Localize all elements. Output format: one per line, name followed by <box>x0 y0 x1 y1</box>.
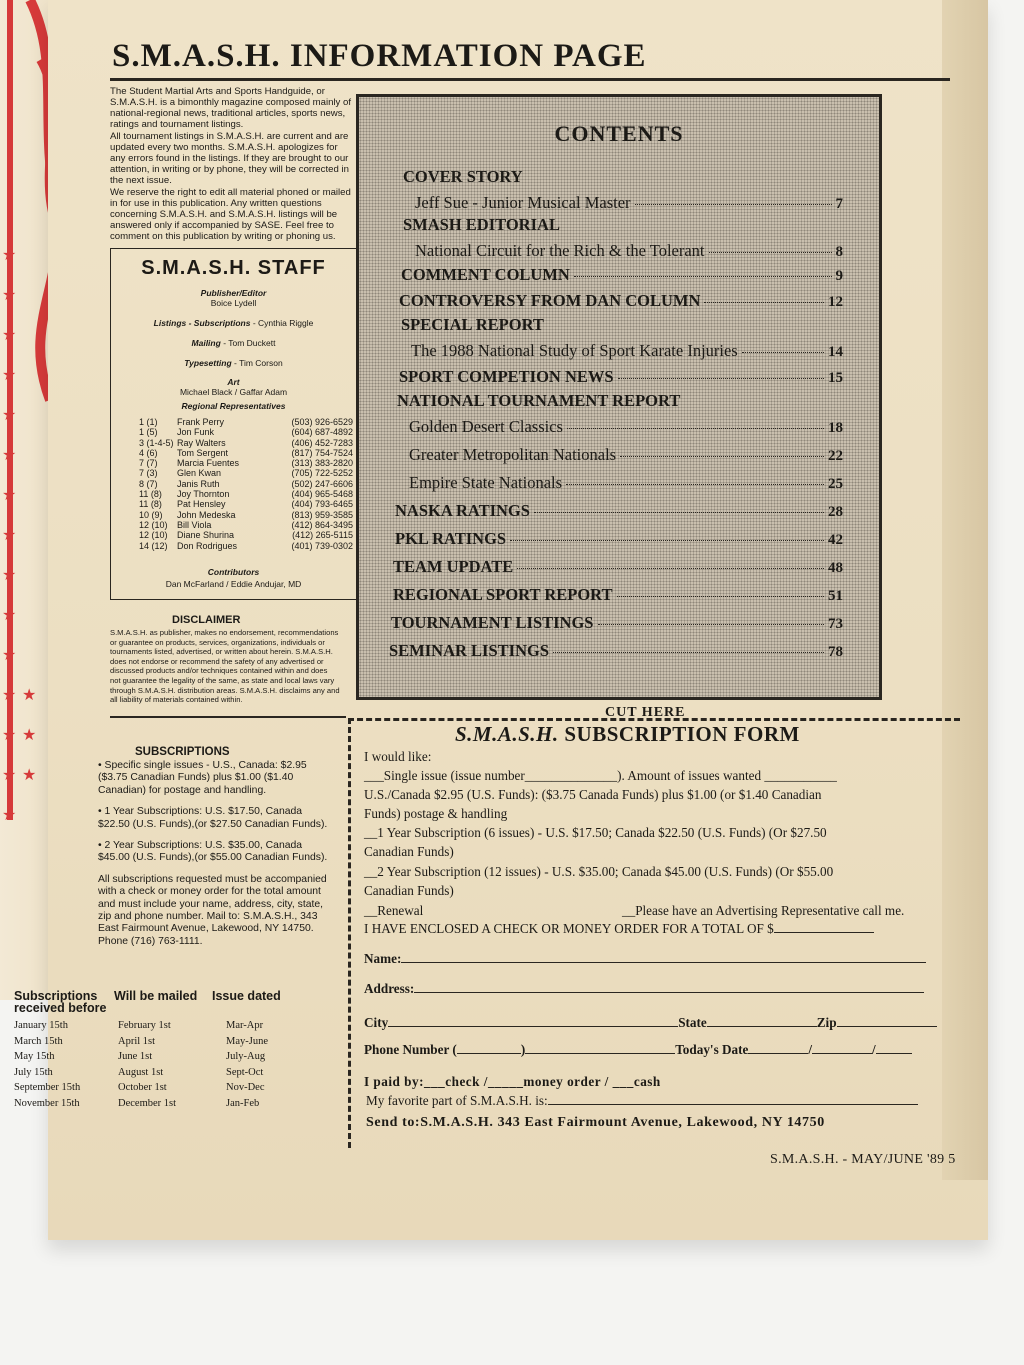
svg-text:★: ★ <box>2 725 17 744</box>
rep-phone: (813) 959-3585 <box>291 509 353 520</box>
staff-role: Regional Representatives <box>181 401 286 411</box>
contents-item-page: 22 <box>828 448 843 464</box>
contents-item-page: 28 <box>828 504 843 520</box>
name-field[interactable] <box>401 952 926 963</box>
contents-item <box>409 417 843 437</box>
name-line <box>364 950 926 968</box>
intro-paragraph: We reserve the right to edit all material phoned or mailed in for use in this publication. Any written questions concerning S.M.A.S.H. and S.M.A.S.H. listings will be answered only if accompanied by SASE. Feel free to comment on this publication by writing or phoning us. <box>110 187 351 242</box>
rep-name: Bill Viola <box>177 519 212 530</box>
contents-item <box>397 391 680 411</box>
table-row <box>14 1065 314 1081</box>
form-title-brand: S.M.A.S.H. <box>455 722 559 746</box>
mailing-schedule-table <box>14 990 314 1111</box>
table-cell: November 15th <box>14 1097 80 1109</box>
contents-item-page: 15 <box>828 370 843 386</box>
page-title: S.M.A.S.H. INFORMATION PAGE <box>112 38 647 74</box>
disclaimer-text: S.M.A.S.H. as publisher, makes no endorsement, recommendations or guarantee on products, services, organizations, individuals or tournaments listed, advertised, or written about herein. S.M.A.S.H. does not endorse or recommend the safety of any advertised or discussed products and/or techniques contained within and does not guarantee the legality of the same, as state and local laws vary through S.M.A.S.H. distribution areas. S.M.A.S.H. disclaims any and all liability of materials contained within. <box>110 628 340 705</box>
rep-row <box>139 510 354 520</box>
rep-row <box>139 458 354 468</box>
phone-close: ) <box>520 1042 526 1057</box>
subscriptions-paragraph: • 1 Year Subscriptions: U.S. $17.50, Canada $22.50 (U.S. Funds),(or $27.50 Canadian Funds). <box>98 806 328 830</box>
date-day-field[interactable] <box>812 1043 872 1054</box>
contents-item-page: 9 <box>835 268 843 284</box>
dot-leader <box>566 484 824 485</box>
rep-phone: (404) 965-5468 <box>291 489 353 500</box>
enclosed-label: I HAVE ENCLOSED A CHECK OR MONEY ORDER FOR A TOTAL OF $ <box>364 921 774 936</box>
rep-row <box>139 448 354 458</box>
dot-leader <box>567 428 824 429</box>
table-cell: August 1st <box>118 1066 164 1078</box>
one-year-option[interactable]: __1 Year Subscription (6 issues) - U.S. $17.50; Canada $22.50 (U.S. Funds) (Or $27.50 <box>364 825 827 840</box>
contents-item-page: 18 <box>828 420 843 436</box>
rep-row <box>139 520 354 530</box>
contents-item-label: Jeff Sue - Junior Musical Master <box>415 193 631 212</box>
contents-item <box>393 557 843 577</box>
phone-field[interactable] <box>525 1043 675 1054</box>
svg-text:★: ★ <box>2 645 17 664</box>
rep-phone: (502) 247-6606 <box>291 478 353 489</box>
title-rule <box>110 78 950 81</box>
form-line: I would like: <box>364 749 432 764</box>
contents-item-label: National Circuit for the Rich & the Tolerant <box>415 241 705 260</box>
contents-item-label: PKL RATINGS <box>395 529 507 548</box>
contents-item-label: SPORT COMPETION NEWS <box>399 367 614 386</box>
rep-region: 1 (5) <box>139 427 158 438</box>
date-label: Today's Date <box>675 1042 749 1057</box>
svg-text:★: ★ <box>22 765 37 784</box>
rep-region: 7 (7) <box>139 458 158 469</box>
contents-item-page: 14 <box>828 344 843 360</box>
staff-name: - Tom Duckett <box>223 338 276 348</box>
phone-label: Phone Number ( <box>364 1042 457 1057</box>
contents-item-label: TOURNAMENT LISTINGS <box>391 613 594 632</box>
contents-item-label: REGIONAL SPORT REPORT <box>393 585 613 604</box>
form-line: Funds) postage & handling <box>364 806 508 821</box>
contents-item-label: NATIONAL TOURNAMENT REPORT <box>397 391 681 410</box>
svg-text:★: ★ <box>2 285 17 304</box>
intro-paragraph: The Student Martial Arts and Sports Handguide, or S.M.A.S.H. is a bimonthly magazine composed mainly of national-regional news, traditional articles, sports news, ratings and tournament listings. <box>110 86 352 130</box>
contents-item-label: Greater Metropolitan Nationals <box>409 445 617 464</box>
staff-name: Michael Black / Gaffar Adam <box>179 387 288 397</box>
table-cell: July-Aug <box>226 1051 266 1062</box>
rep-name: Marcia Fuentes <box>177 458 240 469</box>
rep-row <box>139 541 354 551</box>
contents-item-label: COVER STORY <box>403 167 523 186</box>
contents-item-label: CONTROVERSY FROM DAN COLUMN <box>399 291 701 310</box>
contents-item-label: Empire State Nationals <box>409 473 563 492</box>
city-label: City <box>364 1015 389 1030</box>
table-row <box>14 1018 314 1034</box>
subscriptions-paragraph: • Specific single issues - U.S., Canada: $2.95 ($3.75 Canadian Funds) plus $1.00 ($1.40 Canadian) for postage and handling. <box>98 760 307 796</box>
staff-line <box>111 318 356 328</box>
section-divider <box>110 716 346 718</box>
dot-leader <box>598 624 825 625</box>
rep-phone: (412) 265-5115 <box>292 530 353 541</box>
rep-phone: (406) 452-7283 <box>291 437 353 448</box>
payment-method-line[interactable]: I paid by:___check /_____money order / ___cash <box>364 1074 661 1089</box>
staff-role: Listings - Subscriptions <box>153 318 251 328</box>
staff-title: S.M.A.S.H. STAFF <box>141 257 326 279</box>
page-edge <box>942 0 988 1180</box>
form-title <box>455 722 800 747</box>
rep-region: 12 (10) <box>139 530 168 541</box>
contents-item-page: 51 <box>828 588 843 604</box>
rep-region: 8 (7) <box>139 478 158 489</box>
date-year-field[interactable] <box>876 1043 912 1054</box>
contents-item <box>403 167 523 187</box>
rep-region: 1 (1) <box>139 417 158 427</box>
cut-line <box>348 718 351 1148</box>
rep-name: Glen Kwan <box>177 468 222 479</box>
svg-text:★: ★ <box>2 685 17 704</box>
page-footer: S.M.A.S.H. - MAY/JUNE '89 5 <box>770 1152 956 1167</box>
dot-leader <box>534 512 824 513</box>
rep-phone: (705) 722-5252 <box>291 468 353 479</box>
table-cell: June 1st <box>118 1051 153 1062</box>
table-row <box>14 1049 314 1065</box>
renewal-option[interactable]: __Renewal <box>364 903 424 918</box>
svg-text:★: ★ <box>22 685 37 704</box>
form-line: Canadian Funds) <box>364 844 454 859</box>
rep-name: Ray Walters <box>177 437 226 448</box>
rep-phone: (401) 739-0302 <box>291 540 353 551</box>
rep-row <box>139 499 354 509</box>
contents-item <box>411 341 843 361</box>
rep-name: Jon Funk <box>177 427 215 438</box>
svg-text:★: ★ <box>2 405 17 424</box>
dot-leader <box>620 456 824 457</box>
contents-item-page: 78 <box>828 644 843 660</box>
rep-phone: (817) 754-7524 <box>291 447 353 458</box>
contents-item <box>401 315 544 335</box>
dot-leader <box>553 652 824 653</box>
rep-name: Tom Sergent <box>177 447 229 458</box>
table-cell: September 15th <box>14 1082 81 1093</box>
contents-item <box>395 529 843 549</box>
rep-row <box>139 438 354 448</box>
city-field[interactable] <box>388 1016 678 1027</box>
contents-item-page: 8 <box>835 244 843 260</box>
svg-text:★: ★ <box>22 725 37 744</box>
table-cell: March 15th <box>14 1035 63 1047</box>
staff-role: Mailing <box>191 338 221 348</box>
rep-name: Don Rodrigues <box>177 540 238 551</box>
contents-item <box>415 193 843 213</box>
advertising-option[interactable]: __Please have an Advertising Representative call me. <box>622 903 905 918</box>
table-header-cell: Subscriptions received before <box>14 989 107 1015</box>
dot-leader <box>742 352 824 353</box>
contents-item <box>409 445 843 465</box>
svg-text:★: ★ <box>2 565 17 584</box>
svg-text:★: ★ <box>2 525 17 544</box>
contents-item-page: 7 <box>835 196 843 212</box>
staff-role: Publisher/Editor <box>200 288 267 298</box>
rep-region: 3 (1-4-5) <box>139 437 174 448</box>
staff-line <box>111 338 356 348</box>
enclosed-line <box>364 920 874 938</box>
rep-phone: (313) 383-2820 <box>291 458 353 469</box>
table-cell: May 15th <box>14 1051 55 1062</box>
contents-item <box>401 265 843 285</box>
contents-item-page: 73 <box>828 616 843 632</box>
rep-region: 14 (12) <box>139 540 168 551</box>
table-header <box>14 990 314 1014</box>
svg-text:★: ★ <box>2 365 17 384</box>
form-title-text: SUBSCRIPTION FORM <box>564 722 800 746</box>
staff-box <box>110 248 357 600</box>
rep-region: 4 (6) <box>139 447 158 458</box>
svg-text:★: ★ <box>2 605 17 624</box>
rep-name: Pat Hensley <box>177 499 226 510</box>
table-row <box>14 1096 314 1112</box>
rep-row <box>139 417 354 427</box>
table-cell: Mar-Apr <box>226 1020 264 1031</box>
favorite-field[interactable] <box>548 1094 918 1105</box>
contents-item <box>399 367 843 387</box>
contents-item-label: COMMENT COLUMN <box>401 265 570 284</box>
single-issue-option[interactable]: ___Single issue (issue number______________). Amount of issues wanted ___________ <box>364 768 837 783</box>
table-cell: Sept-Oct <box>226 1066 264 1078</box>
contents-item-label: Golden Desert Classics <box>409 417 563 436</box>
cut-here-label: CUT HERE <box>605 705 686 720</box>
form-line: Canadian Funds) <box>364 883 454 898</box>
cut-line <box>348 718 960 721</box>
favorite-label: My favorite part of S.M.A.S.H. is: <box>366 1093 548 1108</box>
area-code-field[interactable] <box>457 1043 521 1054</box>
contents-item-label: The 1988 National Study of Sport Karate Injuries <box>411 341 738 360</box>
rep-region: 11 (8) <box>139 489 162 500</box>
phone-line: Phone Number ( ) Today's Date / / <box>364 1041 912 1059</box>
dot-leader <box>618 378 824 379</box>
rep-row <box>139 530 354 540</box>
rep-phone: (604) 687-4892 <box>291 427 353 438</box>
rep-phone: (503) 926-6529 <box>291 417 353 427</box>
staff-name: Dan McFarland / Eddie Andujar, MD <box>165 579 302 589</box>
table-cell: May-June <box>226 1035 268 1047</box>
rep-region: 11 (8) <box>139 499 162 510</box>
rep-row <box>139 479 354 489</box>
staff-name: Boice Lydell <box>210 298 257 308</box>
state-field[interactable] <box>707 1016 817 1027</box>
name-label: Name: <box>364 951 402 966</box>
rep-region: 10 (9) <box>139 509 163 520</box>
intro-paragraph: All tournament listings in S.M.A.S.H. are current and are updated every two months. S.M.A.S.H. apologizes for any errors found in the listings. If they are brought to our attention, in writing or by phone, they will be corrected in the next issue. <box>110 131 349 186</box>
contents-item <box>409 473 843 493</box>
contents-item-page: 48 <box>828 560 843 576</box>
rep-phone: (404) 793-6465 <box>291 499 353 510</box>
rep-name: Joy Thornton <box>177 489 230 500</box>
dot-leader <box>704 302 824 303</box>
rep-name: John Medeska <box>177 509 236 520</box>
rep-name: Janis Ruth <box>177 478 220 489</box>
two-year-option[interactable]: __2 Year Subscription (12 issues) - U.S. $35.00; Canada $45.00 (U.S. Funds) (Or $55.00 <box>364 864 834 879</box>
contents-item-label: SEMINAR LISTINGS <box>389 641 550 660</box>
dot-leader <box>709 252 832 253</box>
contents-box <box>356 94 882 700</box>
total-field[interactable] <box>774 922 874 933</box>
contents-item <box>389 641 843 661</box>
table-cell: January 15th <box>14 1020 68 1031</box>
table-cell: April 1st <box>118 1035 156 1047</box>
table-cell: February 1st <box>118 1020 171 1031</box>
contents-item-label: NASKA RATINGS <box>395 501 530 520</box>
table-header-cell: Will be mailed <box>114 989 198 1003</box>
svg-text:★: ★ <box>2 805 17 820</box>
contents-item-page: 42 <box>828 532 843 548</box>
subscriptions-paragraph: • 2 Year Subscriptions: U.S. $35.00, Canada $45.00 (U.S. Funds),(or $55.00 Canadian Funds). <box>98 840 328 864</box>
city-line <box>364 1014 937 1032</box>
state-label: State <box>678 1015 707 1030</box>
contents-item <box>393 585 843 605</box>
address-line <box>364 980 924 998</box>
contents-item-label: SPECIAL REPORT <box>401 315 544 334</box>
subscriptions-title: SUBSCRIPTIONS <box>135 746 230 758</box>
date-month-field[interactable] <box>748 1043 808 1054</box>
contents-item <box>391 613 843 633</box>
dot-leader <box>574 276 832 277</box>
rep-name: Diane Shurina <box>177 530 235 541</box>
svg-text:★: ★ <box>2 765 17 784</box>
form-line: U.S./Canada $2.95 (U.S. Funds): ($3.75 Canada Funds) plus $1.00 (or $1.40 Canadian <box>364 787 822 802</box>
rep-region: 7 (3) <box>139 468 158 479</box>
address-field[interactable] <box>414 982 924 993</box>
intro-text <box>110 86 355 243</box>
table-body <box>14 1018 314 1111</box>
address-label: Address: <box>364 981 415 996</box>
send-to-line: Send to:S.M.A.S.H. 343 East Fairmount Avenue, Lakewood, NY 14750 <box>366 1115 825 1130</box>
rep-region: 12 (10) <box>139 519 168 530</box>
contents-item <box>403 215 560 235</box>
regional-reps-list <box>139 417 354 551</box>
contents-title: CONTENTS <box>554 121 684 146</box>
table-cell: December 1st <box>118 1097 177 1109</box>
staff-role: Contributors <box>207 567 260 577</box>
contents-item <box>399 291 843 311</box>
staff-name: - Tim Corson <box>234 358 283 368</box>
dot-leader <box>517 568 824 569</box>
contents-item <box>395 501 843 521</box>
staff-name: - Cynthia Riggle <box>252 318 314 328</box>
rep-phone: (412) 864-3495 <box>291 519 353 530</box>
favorite-line <box>366 1092 918 1110</box>
zip-field[interactable] <box>837 1016 937 1027</box>
table-row <box>14 1034 314 1050</box>
disclaimer-title: DISCLAIMER <box>172 614 241 626</box>
rep-row <box>139 489 354 499</box>
rep-row <box>139 427 354 437</box>
contents-item-page: 25 <box>828 476 843 492</box>
table-cell: July 15th <box>14 1066 53 1078</box>
table-row <box>14 1080 314 1096</box>
dot-leader <box>510 540 824 541</box>
rep-row <box>139 468 354 478</box>
svg-text:★: ★ <box>2 485 17 504</box>
subscriptions-text <box>98 760 330 957</box>
contents-item <box>415 241 843 261</box>
svg-text:★: ★ <box>2 245 17 264</box>
dot-leader <box>617 596 825 597</box>
staff-role: Art <box>227 377 240 387</box>
contents-item-page: 12 <box>828 294 843 310</box>
svg-text:★: ★ <box>2 325 17 344</box>
table-cell: October 1st <box>118 1082 167 1093</box>
table-header-cell: Issue dated <box>212 989 281 1003</box>
rep-name: Frank Perry <box>177 417 225 427</box>
staff-line <box>111 358 356 368</box>
contents-item-label: SMASH EDITORIAL <box>403 215 560 234</box>
zip-label: Zip <box>816 1015 837 1030</box>
subscriptions-paragraph: All subscriptions requested must be accompanied with a check or money order for the total amount and must include your name, address, city, state, zip and phone number. Mail to: S.M.A.S.H., 343 East Fairmount Avenue, Lakewood, NY 14750. Phone (716) 763-1111. <box>98 873 327 947</box>
dot-leader <box>635 204 832 205</box>
staff-role: Typesetting <box>184 358 232 368</box>
contents-item-label: TEAM UPDATE <box>393 557 514 576</box>
table-cell: Jan-Feb <box>226 1097 260 1109</box>
svg-text:★: ★ <box>2 445 17 464</box>
table-cell: Nov-Dec <box>226 1082 265 1093</box>
